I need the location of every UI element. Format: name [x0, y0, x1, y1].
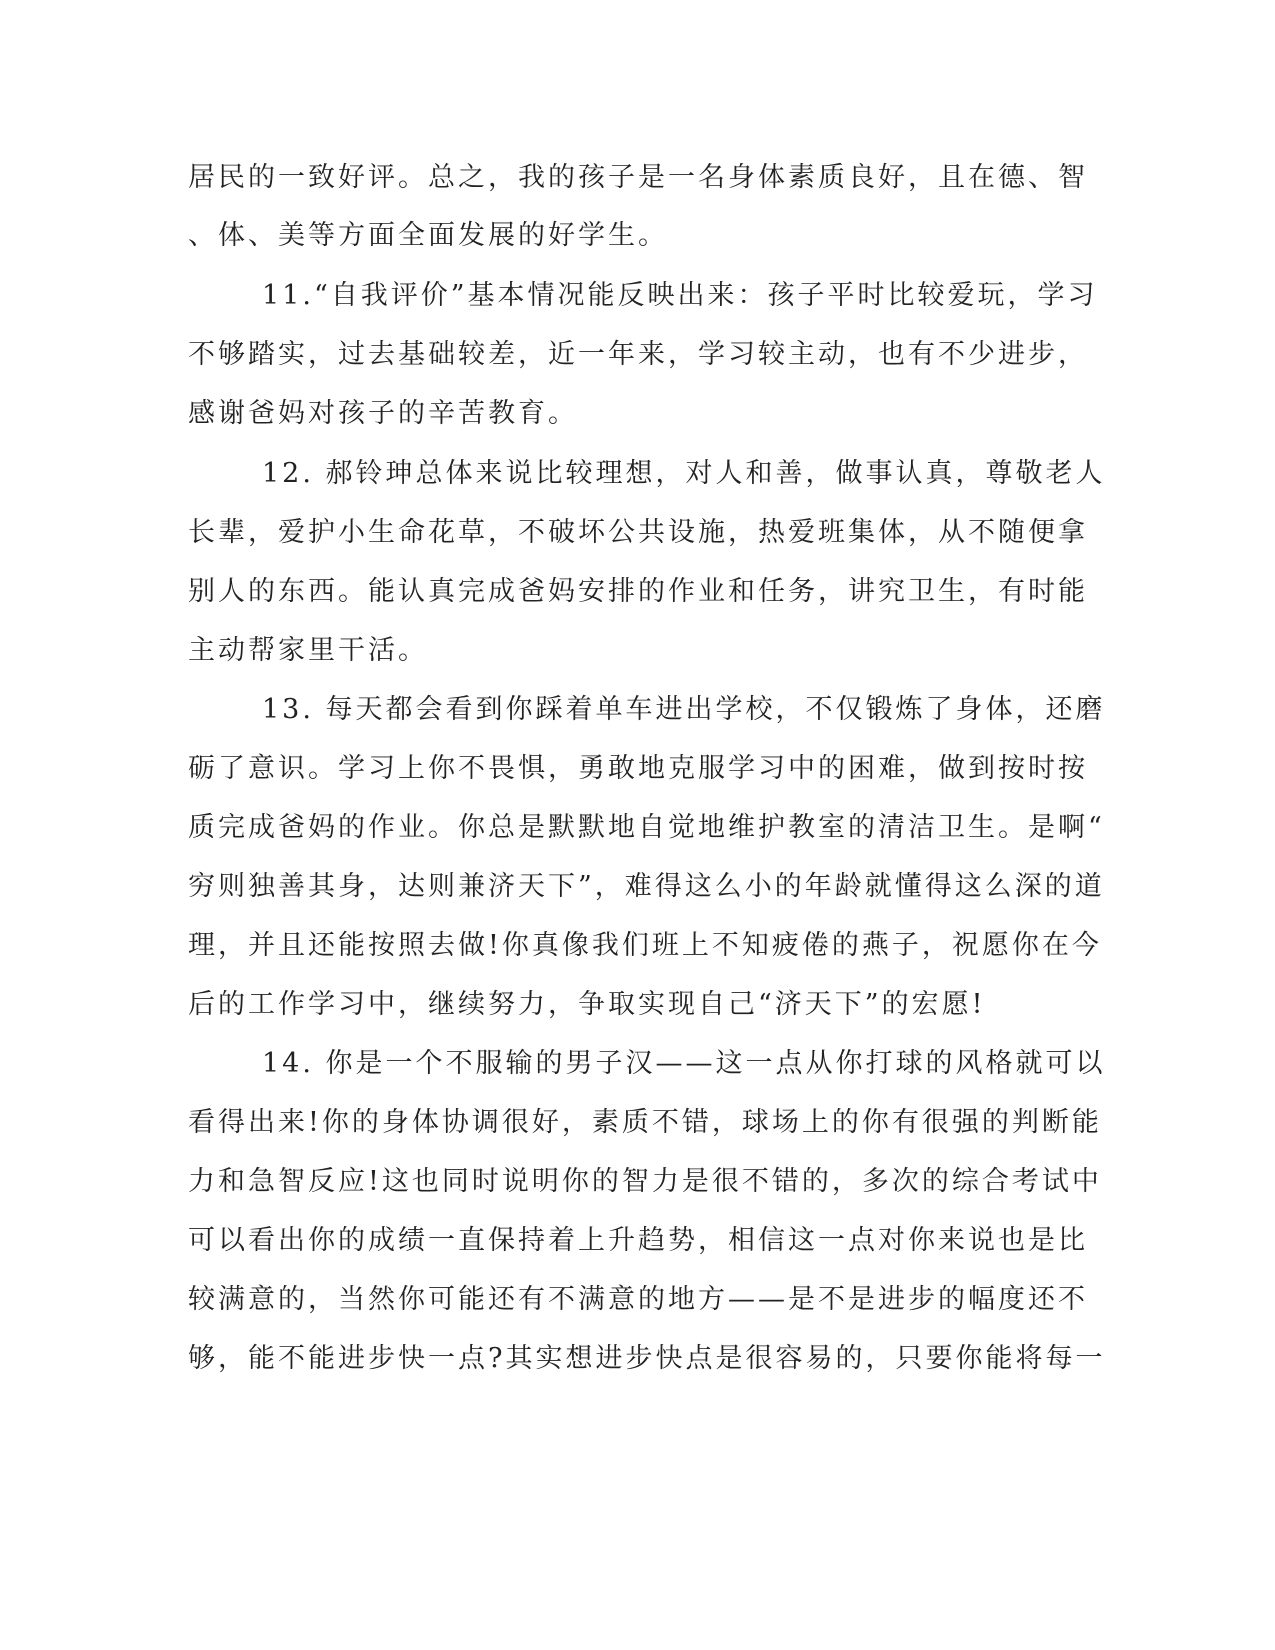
text-line: 砺了意识。学习上你不畏惧，勇敢地克服学习中的困难，做到按时按: [188, 753, 1088, 784]
paragraph-12-start: 12. 郝铃珅总体来说比较理想，对人和善，做事认真，尊敬老人: [262, 458, 1106, 489]
text-line: 穷则独善其身，达则兼济天下”，难得这么小的年龄就懂得这么深的道: [188, 871, 1105, 902]
text-line: 不够踏实，过去基础较差，近一年来，学习较主动，也有不少进步，: [188, 339, 1088, 370]
text-line: 长辈，爱护小生命花草，不破坏公共设施，热爱班集体，从不随便拿: [188, 517, 1088, 548]
paragraph-13-start: 13. 每天都会看到你踩着单车进出学校，不仅锻炼了身体，还磨: [262, 694, 1106, 725]
text-line: 较满意的，当然你可能还有不满意的地方——是不是进步的幅度还不: [188, 1284, 1088, 1315]
text-line: 理，并且还能按照去做!你真像我们班上不知疲倦的燕子，祝愿你在今: [188, 930, 1102, 961]
text-line: 可以看出你的成绩一直保持着上升趋势，相信这一点对你来说也是比: [188, 1225, 1088, 1256]
text-line: 居民的一致好评。总之，我的孩子是一名身体素质良好，且在德、智: [188, 162, 1088, 193]
paragraph-14-start: 14. 你是一个不服输的男子汉——这一点从你打球的风格就可以: [262, 1048, 1106, 1079]
text-line: 感谢爸妈对孩子的辛苦教育。: [188, 398, 578, 429]
text-line: 够，能不能进步快一点?其实想进步快点是很容易的，只要你能将每一: [188, 1343, 1106, 1374]
text-line: 别人的东西。能认真完成爸妈安排的作业和任务，讲究卫生，有时能: [188, 576, 1088, 607]
text-line: 力和急智反应!这也同时说明你的智力是很不错的，多次的综合考试中: [188, 1166, 1102, 1197]
text-line: 、体、美等方面全面发展的好学生。: [188, 220, 668, 251]
text-line: 后的工作学习中，继续努力，争取实现自己“济天下”的宏愿!: [188, 989, 986, 1020]
text-line: 主动帮家里干活。: [188, 635, 428, 666]
paragraph-11-start: 11.“自我评价”基本情况能反映出来：孩子平时比较爱玩，学习: [262, 280, 1098, 311]
text-line: 看得出来!你的身体协调很好，素质不错，球场上的你有很强的判断能: [188, 1107, 1102, 1138]
text-line: 质完成爸妈的作业。你总是默默地自觉地维护教室的清洁卫生。是啊“: [188, 812, 1105, 843]
